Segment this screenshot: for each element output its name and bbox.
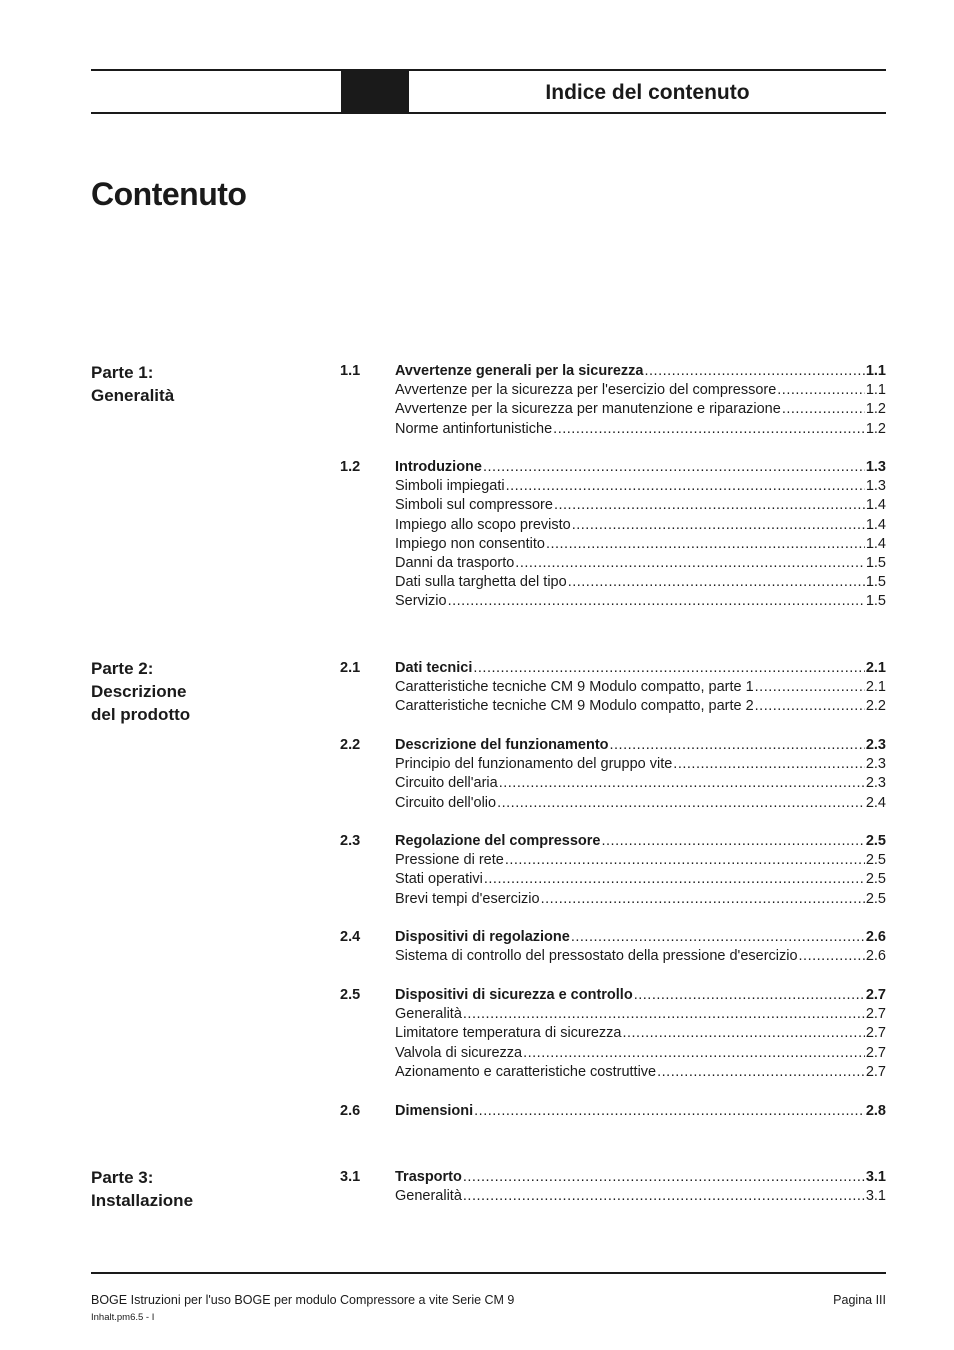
section-entries <box>395 1168 886 1206</box>
dot-leader <box>568 573 865 592</box>
entry-title: Danni da trasporto <box>395 554 515 571</box>
entry-title: Circuito dell'aria <box>395 775 498 792</box>
section-number: 2.1 <box>340 660 361 676</box>
toc-heading-entry[interactable] <box>395 458 886 477</box>
toc-entry[interactable] <box>395 794 886 813</box>
entry-title: Dimensioni <box>395 1103 474 1119</box>
entry-page: 1.5 <box>865 554 886 571</box>
toc-heading-entry[interactable] <box>395 1168 886 1187</box>
section-number: 1.2 <box>340 459 361 475</box>
toc-entry[interactable] <box>395 851 886 870</box>
toc-entry[interactable] <box>395 1024 886 1043</box>
section-entries <box>395 362 886 439</box>
dot-leader <box>601 832 864 851</box>
part-label: Parte 2: Descrizione del prodotto <box>91 659 191 724</box>
dot-leader <box>755 697 865 716</box>
dot-leader <box>541 890 865 909</box>
entry-title: Principio del funzionamento del gruppo vite <box>395 756 673 773</box>
toc-entry[interactable] <box>395 554 886 573</box>
dot-leader <box>571 928 865 947</box>
toc-entry[interactable] <box>395 477 886 496</box>
entry-title: Regolazione del compressore <box>395 833 601 849</box>
entry-page: 1.4 <box>865 516 886 533</box>
entry-title: Descrizione del funzionamento <box>395 737 609 753</box>
dot-leader <box>473 659 864 678</box>
toc-entry[interactable] <box>395 535 886 554</box>
entry-title: Dispositivi di regolazione <box>395 929 570 945</box>
toc-heading-entry[interactable] <box>395 736 886 755</box>
toc-entry[interactable] <box>395 697 886 716</box>
section-number: 2.6 <box>340 1103 361 1119</box>
dot-leader <box>572 516 865 535</box>
entry-page: 1.1 <box>865 363 886 379</box>
section-entries <box>395 832 886 909</box>
dot-leader <box>463 1005 865 1024</box>
toc-heading-entry[interactable] <box>395 928 886 947</box>
entry-title: Dati tecnici <box>395 660 473 676</box>
toc-heading-entry[interactable] <box>395 362 886 381</box>
dot-leader <box>546 535 865 554</box>
entry-page: 2.1 <box>865 679 886 696</box>
toc-heading-entry[interactable] <box>395 832 886 851</box>
entry-page: 2.1 <box>865 660 886 676</box>
entry-page: 1.2 <box>865 420 886 437</box>
entry-title: Simboli impiegati <box>395 478 505 495</box>
toc-entry[interactable] <box>395 1005 886 1024</box>
toc-entry[interactable] <box>395 381 886 400</box>
toc-heading-entry[interactable] <box>395 986 886 1005</box>
part-label: Parte 3: Installazione <box>91 1168 194 1210</box>
entry-page: 1.3 <box>865 478 886 495</box>
dot-leader <box>523 1044 865 1063</box>
toc-entry[interactable] <box>395 516 886 535</box>
entry-title: Impiego non consentito <box>395 535 545 552</box>
page-header <box>91 69 886 114</box>
footer-document-title: BOGE Istruzioni per l'uso BOGE per modulo Compressore a vite Serie CM 9 <box>91 1293 515 1307</box>
header-black-block <box>341 71 409 112</box>
entry-page: 1.4 <box>865 497 886 514</box>
entry-page: 2.3 <box>865 737 886 753</box>
entry-title: Brevi tempi d'esercizio <box>395 890 540 907</box>
entry-page: 3.1 <box>865 1169 886 1185</box>
toc-heading-entry[interactable] <box>395 1102 886 1121</box>
footer-rule <box>91 1272 886 1274</box>
entry-page: 1.1 <box>865 382 886 399</box>
entry-page: 1.5 <box>865 574 886 591</box>
toc-entry[interactable] <box>395 400 886 419</box>
entry-title: Caratteristiche tecniche CM 9 Modulo compatto, parte 1 <box>395 679 754 696</box>
entry-title: Caratteristiche tecniche CM 9 Modulo compatto, parte 2 <box>395 698 754 715</box>
entry-page: 2.7 <box>865 987 886 1003</box>
entry-page: 1.5 <box>865 593 886 610</box>
entry-title: Servizio <box>395 593 447 610</box>
toc-entry[interactable] <box>395 870 886 889</box>
dot-leader <box>448 592 865 611</box>
dot-leader <box>799 947 865 966</box>
dot-leader <box>484 870 865 889</box>
toc-entry[interactable] <box>395 420 886 439</box>
toc-entry[interactable] <box>395 592 886 611</box>
entry-title: Sistema di controllo del pressostato della pressione d'esercizio <box>395 948 798 965</box>
entry-page: 1.3 <box>865 459 886 475</box>
section-entries <box>395 1102 886 1121</box>
dot-leader <box>673 755 865 774</box>
entry-title: Norme antinfortunistiche <box>395 420 553 437</box>
entry-title: Avvertenze per la sicurezza per l'esercizio del compressore <box>395 382 777 399</box>
entry-title: Impiego allo scopo previsto <box>395 516 571 533</box>
section-entries <box>395 659 886 717</box>
part-label: Parte 1: Generalità <box>91 363 175 405</box>
entry-title: Generalità <box>395 1006 462 1023</box>
dot-leader <box>515 554 865 573</box>
dot-leader <box>483 458 865 477</box>
entry-title: Stati operativi <box>395 871 483 888</box>
toc-entry[interactable] <box>395 1187 886 1206</box>
entry-page: 2.5 <box>865 871 886 888</box>
entry-page: 1.4 <box>865 535 886 552</box>
entry-title: Dispositivi di sicurezza e controllo <box>395 987 633 1003</box>
entry-title: Avvertenze generali per la sicurezza <box>395 363 644 379</box>
dot-leader <box>657 1063 865 1082</box>
footer-file-name: Inhalt.pm6.5 - I <box>91 1312 155 1323</box>
entry-page: 2.3 <box>865 775 886 792</box>
section-number: 1.1 <box>340 363 361 379</box>
dot-leader <box>463 1187 865 1206</box>
header-title: Indice del contenuto <box>545 81 750 104</box>
section-entries <box>395 458 886 612</box>
toc-entry[interactable] <box>395 755 886 774</box>
entry-page: 2.7 <box>865 1044 886 1061</box>
footer-page-number: Pagina III <box>833 1293 886 1307</box>
dot-leader <box>645 362 865 381</box>
entry-title: Dati sulla targhetta del tipo <box>395 574 567 591</box>
entry-page: 2.8 <box>865 1103 886 1119</box>
section-number: 2.3 <box>340 833 361 849</box>
section-number: 2.4 <box>340 929 361 945</box>
entry-title: Valvola di sicurezza <box>395 1044 523 1061</box>
dot-leader <box>553 420 865 439</box>
entry-page: 2.5 <box>865 833 886 849</box>
dot-leader <box>463 1168 865 1187</box>
entry-page: 2.6 <box>865 948 886 965</box>
toc-entry[interactable] <box>395 1063 886 1082</box>
entry-page: 2.5 <box>865 852 886 869</box>
dot-leader <box>474 1102 865 1121</box>
entry-page: 2.7 <box>865 1063 886 1080</box>
dot-leader <box>634 986 865 1005</box>
entry-page: 3.1 <box>865 1188 886 1205</box>
section-entries <box>395 986 886 1082</box>
dot-leader <box>777 381 865 400</box>
dot-leader <box>622 1024 864 1043</box>
entry-title: Azionamento e caratteristiche costruttive <box>395 1063 657 1080</box>
entry-page: 2.5 <box>865 890 886 907</box>
entry-page: 2.4 <box>865 794 886 811</box>
section-number: 2.2 <box>340 737 361 753</box>
entry-page: 2.6 <box>865 929 886 945</box>
toc-entry[interactable] <box>395 890 886 909</box>
dot-leader <box>505 851 865 870</box>
toc-entry[interactable] <box>395 1044 886 1063</box>
toc-entry[interactable] <box>395 774 886 793</box>
dot-leader <box>497 794 865 813</box>
entry-title: Generalità <box>395 1188 462 1205</box>
dot-leader <box>554 496 865 515</box>
toc-heading-entry[interactable] <box>395 659 886 678</box>
toc-entry[interactable] <box>395 947 886 966</box>
toc-entry[interactable] <box>395 678 886 697</box>
dot-leader <box>499 774 865 793</box>
toc-entry[interactable] <box>395 573 886 592</box>
entry-page: 2.2 <box>865 698 886 715</box>
entry-title: Pressione di rete <box>395 852 504 869</box>
dot-leader <box>610 736 865 755</box>
entry-page: 2.7 <box>865 1025 886 1042</box>
entry-title: Limitatore temperatura di sicurezza <box>395 1025 622 1042</box>
section-number: 3.1 <box>340 1169 361 1185</box>
toc-entry[interactable] <box>395 496 886 515</box>
dot-leader <box>755 678 865 697</box>
page-title: Contenuto <box>91 176 247 212</box>
entry-title: Trasporto <box>395 1169 462 1185</box>
entry-page: 2.7 <box>865 1006 886 1023</box>
entry-page: 1.2 <box>865 401 886 418</box>
entry-page: 2.3 <box>865 756 886 773</box>
entry-title: Introduzione <box>395 459 482 475</box>
dot-leader <box>782 400 865 419</box>
entry-title: Simboli sul compressore <box>395 497 553 514</box>
section-entries <box>395 736 886 813</box>
dot-leader <box>506 477 865 496</box>
entry-title: Avvertenze per la sicurezza per manutenzione e riparazione <box>395 401 781 418</box>
section-entries <box>395 928 886 966</box>
section-number: 2.5 <box>340 987 361 1003</box>
entry-title: Circuito dell'olio <box>395 794 497 811</box>
